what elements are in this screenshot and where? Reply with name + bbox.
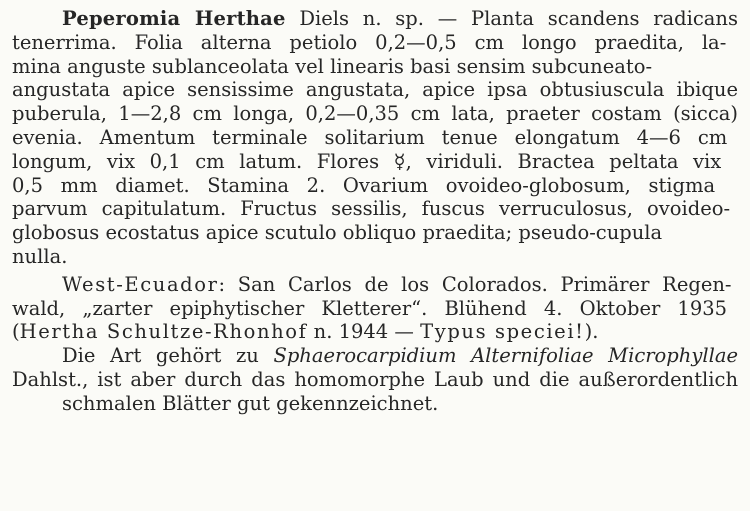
typus-note: Typus speciei! bbox=[420, 320, 585, 344]
description-line: globosus ecostatus apice scutulo obliquo praedita; pseudo-cupula bbox=[12, 221, 663, 245]
collector-name: Hertha Schultze-Rhonhof bbox=[19, 320, 308, 344]
description-line1-rest: Diels n. sp. — Planta scandens radicans bbox=[285, 7, 738, 30]
species-name: Peperomia Herthae bbox=[62, 7, 286, 30]
locality-line: wald, „zarter epiphytischer Kletterer“. Blühend 4. Oktober 1935 bbox=[12, 296, 728, 320]
description-line: longum, vix 0,1 cm latum. Flores ☿, viriduli. Bractea peltata vix bbox=[12, 149, 722, 173]
description-line: tenerrima. Folia alterna petiolo 0,2—0,5 cm longo praedita, la- bbox=[12, 30, 727, 54]
locality-line: (Hertha Schultze-Rhonhof n. 1944 — Typus speciei!). bbox=[12, 320, 599, 344]
description-line: mina anguste sublanceolata vel linearis basi sensim subcuneato- bbox=[12, 54, 653, 78]
description-line bbox=[12, 7, 738, 31]
remark-line: Die Art gehört zu Sphaerocarpidium Alternifoliae Microphyllae bbox=[62, 344, 738, 368]
locality-line bbox=[12, 273, 738, 297]
description-line: angustata apice sensissime angustata, apice ipsa obtusiuscula ibique bbox=[12, 78, 738, 102]
description-line: evenia. Amentum terminale solitarium tenue elongatum 4—6 cm bbox=[12, 125, 728, 149]
description-line: 0,5 mm diamet. Stamina 2. Ovarium ovoideo-globosum, stigma bbox=[12, 173, 716, 197]
description-line: nulla. bbox=[12, 244, 68, 268]
section-name: Sphaerocarpidium Alternifoliae Microphyllae bbox=[273, 344, 738, 368]
remark-line: schmalen Blätter gut gekennzeichnet. bbox=[62, 391, 439, 415]
remark-paragraph bbox=[12, 344, 738, 415]
description-line: puberula, 1—2,8 cm longa, 0,2—0,35 cm lata, praeter costam (sicca) bbox=[12, 102, 738, 126]
region-name: West-Ecuador bbox=[62, 272, 219, 296]
locality-line1-rest: : San Carlos de los Colorados. Primärer Regen- bbox=[218, 272, 732, 296]
remark-line: Dahlst., ist aber durch das homomorphe Laub und die außerordentlich bbox=[12, 367, 738, 391]
description-line: parvum capitulatum. Fructus sessilis, fuscus verruculosus, ovoideo- bbox=[12, 197, 731, 221]
species-description bbox=[12, 7, 738, 269]
locality-paragraph bbox=[12, 273, 738, 344]
